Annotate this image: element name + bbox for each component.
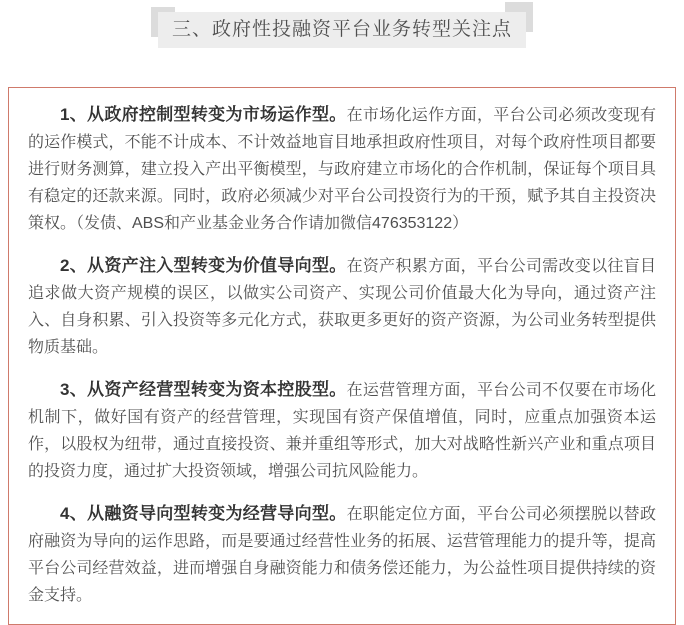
section-4-paragraph bbox=[28, 500, 656, 609]
section-1-paragraph bbox=[28, 101, 656, 237]
section-4-body: 在职能定位方面，平台公司必须摆脱以替政府融资为导向的运作思路，而是要通过经营性业务的拓展、运营管理能力的提升等，提高平台公司经营效益，进而增强自身融资能力和债务偿还能力，为公益性项目提供持续的资金支持。 bbox=[28, 506, 656, 604]
section-title-wrap bbox=[158, 12, 526, 48]
section-2-heading: 2、从资产注入型转变为价值导向型。 bbox=[60, 256, 347, 275]
page-title: 三、政府性投融资平台业务转型关注点 bbox=[158, 12, 526, 48]
section-1-heading: 1、从政府控制型转变为市场运作型。 bbox=[60, 105, 347, 124]
section-1-body: 在市场化运作方面，平台公司必须改变现有的运作模式，不能不计成本、不计效益地盲目地承担政府性项目，对每个政府性项目都要进行财务测算，建立投入产出平衡模型，与政府建立市场化的合作机制，保证每个项目具有稳定的还款来源。同时，政府必须减少对平台公司投资行为的干预，赋予其自主投资决策权。（发债、ABS和产业基金业务合作请加微信476353122） bbox=[28, 107, 656, 232]
section-4-heading: 4、从融资导向型转变为经营导向型。 bbox=[60, 504, 347, 523]
section-3-heading: 3、从资产经营型转变为资本控股型。 bbox=[60, 380, 347, 399]
article-box bbox=[8, 87, 676, 625]
section-2-body: 在资产积累方面，平台公司需改变以往盲目追求做大资产规模的误区，以做实公司资产、实现公司价值最大化为导向，通过资产注入、自身积累、引入投资等多元化方式，获取更多更好的资产资源，为公司业务转型提供物质基础。 bbox=[28, 258, 656, 356]
section-2-paragraph bbox=[28, 252, 656, 361]
section-title-row bbox=[0, 0, 684, 48]
section-3-paragraph bbox=[28, 376, 656, 485]
section-3-body: 在运营管理方面，平台公司不仅要在市场化机制下，做好国有资产的经营管理，实现国有资产保值增值，同时，应重点加强资本运作，以股权为纽带，通过直接投资、兼并重组等形式，加大对战略性新兴产业和重点项目的投资力度，通过扩大投资领域，增强公司抗风险能力。 bbox=[28, 382, 656, 480]
